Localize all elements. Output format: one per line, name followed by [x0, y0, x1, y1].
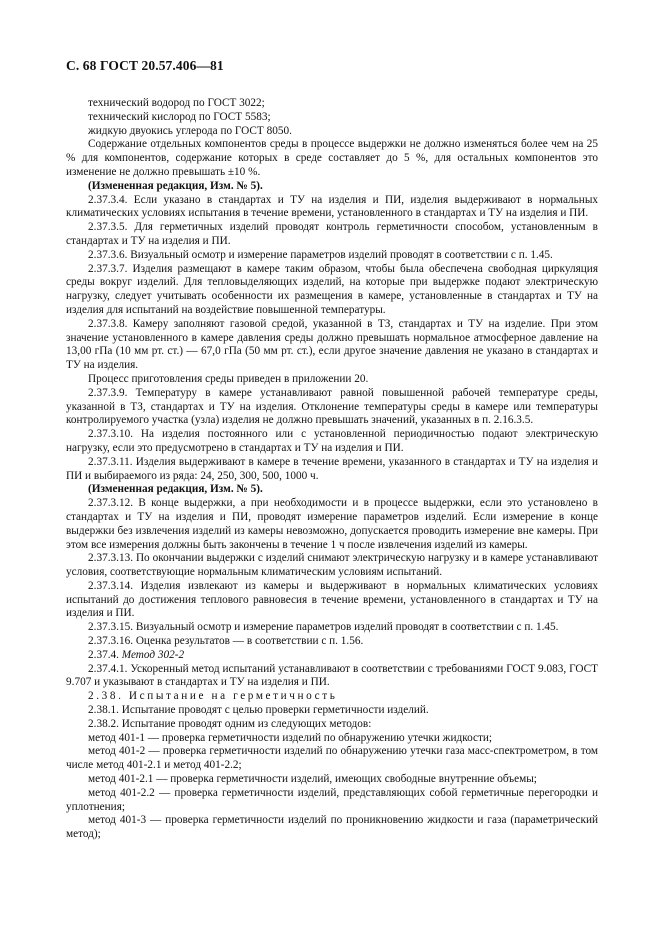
paragraph: 2.37.3.9. Температуру в камере устанавливают равной повышенной рабочей температуре среды, указанной в ТЗ, стандартах и ТУ на изделия. Отклонение температуры среды в камере или температуры контролируемого участка (узла) изделия не должно превышать значений, указанных в п. 2.16.3.5. [66, 386, 598, 427]
paragraph: метод 401-2 — проверка герметичности изделий по обнаружению утечки газа масс-спектрометром, в том числе метод 401-2.1 и метод 401-2.2; [66, 745, 598, 772]
paragraph: метод 401-2.1 — проверка герметичности изделий, имеющих свободные внутренние объемы; [88, 773, 537, 786]
paragraph: 2.37.3.6. Визуальный осмотр и измерение параметров изделий проводят в соответствии с п. 1.45. [88, 248, 553, 261]
paragraph: Содержание отдельных компонентов среды в процессе выдержки не должно изменяться более чем на 25 % для компонентов, содержание которых в среде составляет до 5 %, для остальных компонентов это изменение не должно превышать ±10 %. [66, 138, 598, 178]
paragraph: 2.37.3.5. Для герметичных изделий проводят контроль герметичности способом, установленным в стандартах и ТУ на изделия и ПИ. [66, 221, 598, 247]
paragraph: 2.37.3.8. Камеру заполняют газовой средой, указанной в ТЗ, стандартах и ТУ на изделие. При этом значение установленного в камере давления среды должно превышать нормальное атмосферное давление на 13,00 гПа (10 мм рт. ст.) — 67,0 гПа (50 мм рт. ст.), если другое значение давления не указано в стандартах и ТУ на изделия. [66, 317, 598, 372]
paragraph: метод 401-2.2 — проверка герметичности изделий, представляющих собой герметичные перегородки и уплотнения; [66, 786, 598, 813]
amendment-note: (Измененная редакция, Изм. № 5). [88, 483, 263, 496]
paragraph: 2.37.3.4. Если указано в стандартах и ТУ на изделия и ПИ, изделия выдерживают в нормальных климатических условиях испытания в течение времени, установленного в стандартах и ТУ на изделия и ПИ. [66, 193, 598, 220]
method-title: Метод 302-2 [121, 648, 185, 661]
paragraph: 2.37.4.1. Ускоренный метод испытаний устанавливают в соответствии с требованиями ГОСТ 9.083, ГОСТ 9.707 и указывают в стандартах и ТУ на изделия и ПИ. [66, 662, 598, 689]
amendment-note: (Измененная редакция, Изм. № 5). [88, 179, 263, 192]
page-body [66, 97, 598, 842]
paragraph: технический водород по ГОСТ 3022; [88, 97, 265, 109]
paragraph: Процесс приготовления среды приведен в приложении 20. [88, 372, 369, 385]
paragraph: жидкую двуокись углерода по ГОСТ 8050. [88, 124, 292, 137]
method-heading [66, 649, 598, 663]
paragraph: 2.37.3.7. Изделия размещают в камере таким образом, чтобы была обеспечена свободная циркуляция среды вокруг изделий. Для тепловыделяющих изделий, на которые при выдержке подают электрическую нагрузку, следует учитывать особенности их размещения в камере, установленные в стандартах и ТУ на изделия для испытаний на воздействие повышенной температуры. [66, 262, 598, 316]
paragraph: 2.38.1. Испытание проводят с целью проверки герметичности изделий. [88, 704, 429, 717]
paragraph: 2.37.3.15. Визуальный осмотр и измерение параметров изделий проводят в соответствии с п. 1.45. [88, 621, 559, 634]
paragraph: 2.37.3.12. В конце выдержки, а при необходимости и в процессе выдержки, если это установлено в стандартах и ТУ на изделия и ПИ, проводят измерение параметров изделий. Если измерение в конце выдержки без извлечения изделий из камеры невозможно, допускается проводить измерение вне камеры. При этом все измерения должны быть закончены в течение 1 ч после извлечения изделий из камеры. [66, 497, 598, 551]
page-header: С. 68 ГОСТ 20.57.406—81 [66, 58, 224, 73]
paragraph: 2.37.3.13. По окончании выдержки с изделий снимают электрическую нагрузку и в камере устанавливают условия, соответствующие нормальным климатическим условиям испытаний. [66, 552, 598, 579]
paragraph: 2.37.3.16. Оценка результатов — в соответствии с п. 1.56. [88, 635, 364, 648]
paragraph: 2.37.3.11. Изделия выдерживают в камере в течение времени, указанного в стандартах и ТУ на изделия и ПИ и выбираемого из ряда: 24, 250, 300, 500, 1000 ч. [66, 455, 598, 482]
paragraph: метод 401-1 — проверка герметичности изделий по обнаружению утечки жидкости; [88, 731, 493, 744]
paragraph: 2.38.2. Испытание проводят одним из следующих методов: [88, 717, 372, 730]
paragraph: 2.37.3.10. На изделия постоянного или с установленной периодичностью подают электрическую нагрузку, если это предусмотрено в стандартах и ТУ на изделия и ПИ. [66, 428, 598, 454]
paragraph: технический кислород по ГОСТ 5583; [88, 110, 271, 123]
paragraph: 2.37.3.14. Изделия извлекают из камеры и выдерживают в нормальных климатических условиях испытаний до достижения теплового равновесия в течение времени, установленного в стандартах и ТУ на изделия и ПИ. [66, 579, 598, 620]
paragraph: метод 401-3 — проверка герметичности изделий по проникновению жидкости и газа (параметрический метод); [66, 814, 598, 841]
section-heading: 2.38. Испытание на герметичность [88, 690, 338, 703]
method-number: 2.37.4. [88, 648, 119, 661]
